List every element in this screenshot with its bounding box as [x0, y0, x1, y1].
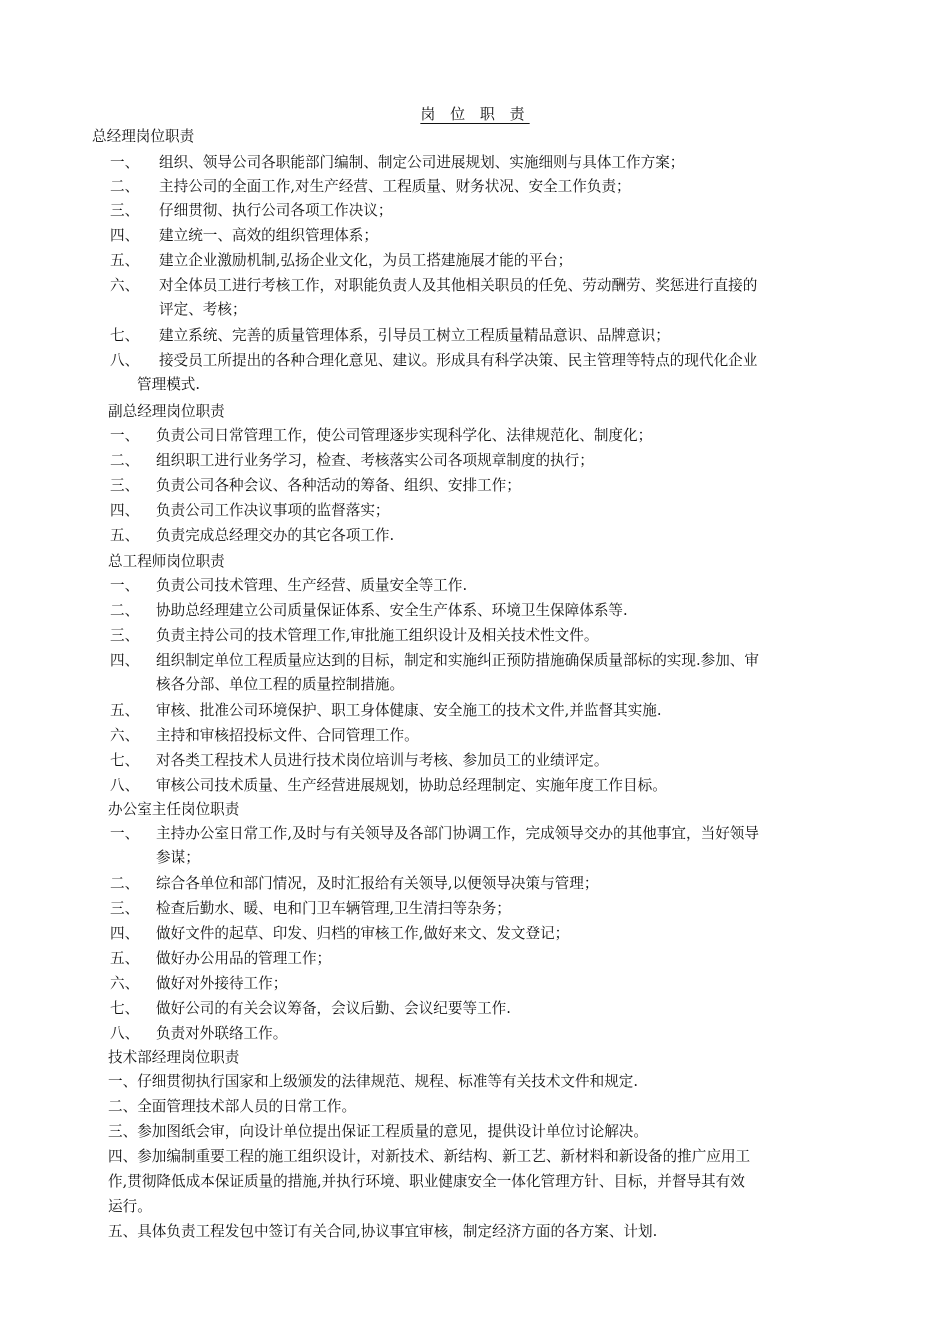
item-number: 七、 — [110, 327, 140, 344]
item-text: 负责主持公司的技术管理工作,审批施工组织设计及相关技术性文件。 — [156, 627, 599, 644]
item-number: 四、 — [110, 652, 140, 669]
page-title: 岗 位 职 责 — [420, 105, 530, 123]
item-text: 建立统一、高效的组织管理体系； — [159, 227, 378, 244]
item-number: 一、 — [110, 427, 140, 444]
item-number: 六、 — [110, 975, 140, 992]
item-text: 做好文件的起草、印发、归档的审核工作,做好来文、发文登记； — [156, 925, 570, 942]
paragraph-continued: 运行。 — [108, 1198, 152, 1215]
item-number: 二、 — [110, 452, 140, 469]
item-text: 主持公司的全面工作,对生产经营、工程质量、财务状况、安全工作负责； — [159, 178, 631, 195]
item-number: 五、 — [110, 252, 140, 269]
item-number: 二、 — [110, 602, 140, 619]
item-text: 组织制定单位工程质量应达到的目标，制定和实施纠正预防措施确保质量部标的实现.参加、审 — [156, 652, 759, 669]
item-text: 对全体员工进行考核工作，对职能负责人及其他相关职员的任免、劳动酬劳、奖惩进行直接的 — [159, 277, 758, 294]
item-text: 负责公司日常管理工作，使公司管理逐步实现科学化、法律规范化、制度化； — [156, 427, 653, 444]
item-number: 三、 — [110, 627, 140, 644]
section-heading: 技术部经理岗位职责 — [108, 1049, 240, 1066]
section-heading: 总经理岗位职责 — [92, 128, 195, 145]
item-number: 一、 — [110, 154, 140, 171]
item-text: 做好公司的有关会议筹备，会议后勤、会议纪要等工作. — [156, 1000, 511, 1017]
item-number: 一、 — [110, 825, 140, 842]
item-number: 八、 — [110, 1025, 140, 1042]
item-number: 三、 — [110, 202, 140, 219]
item-text: 主持办公室日常工作,及时与有关领导及各部门协调工作，完成领导交办的其他事宜，当好领导 — [156, 825, 759, 842]
item-text: 做好对外接待工作； — [156, 975, 288, 992]
item-number: 四、 — [110, 227, 140, 244]
item-text: 接受员工所提出的各种合理化意见、建议。形成具有科学决策、民主管理等特点的现代化企业 — [159, 352, 758, 369]
item-text: 检查后勤水、暖、电和门卫车辆管理,卫生清扫等杂务； — [156, 900, 511, 917]
paragraph: 一、仔细贯彻执行国家和上级颁发的法律规范、规程、标准等有关技术文件和规定. — [108, 1073, 639, 1090]
item-number: 七、 — [110, 1000, 140, 1017]
item-number: 二、 — [110, 178, 140, 195]
item-text: 主持和审核招投标文件、合同管理工作。 — [156, 727, 419, 744]
item-text-continued: 评定、考核； — [159, 301, 247, 318]
item-text: 审核、批准公司环境保护、职工身体健康、安全施工的技术文件,并监督其实施. — [156, 702, 662, 719]
item-text: 建立企业激励机制,弘扬企业文化，为员工搭建施展才能的平台； — [159, 252, 573, 269]
item-text: 对各类工程技术人员进行技术岗位培训与考核、参加员工的业绩评定。 — [156, 752, 609, 769]
item-number: 四、 — [110, 925, 140, 942]
item-text: 负责公司各种会议、各种活动的筹备、组织、安排工作； — [156, 477, 521, 494]
section-heading: 总工程师岗位职责 — [108, 553, 225, 570]
paragraph-continued: 作,贯彻降低成本保证质量的措施,并执行环境、职业健康安全一体化管理方针、目标，并督导其有效 — [108, 1173, 745, 1190]
item-text-continued: 核各分部、单位工程的质量控制措施。 — [156, 676, 405, 693]
item-text: 仔细贯彻、执行公司各项工作决议； — [159, 202, 393, 219]
item-text: 协助总经理建立公司质量保证体系、安全生产体系、环境卫生保障体系等. — [156, 602, 628, 619]
item-number: 六、 — [110, 277, 140, 294]
item-number: 五、 — [110, 527, 140, 544]
item-text: 负责完成总经理交办的其它各项工作. — [156, 527, 395, 544]
paragraph: 五、具体负责工程发包中签订有关合同,协议事宜审核，制定经济方面的各方案、计划. — [108, 1223, 658, 1240]
item-text: 综合各单位和部门情况，及时汇报给有关领导,以便领导决策与管理； — [156, 875, 599, 892]
item-number: 八、 — [110, 352, 140, 369]
item-text-continued: 管理模式. — [137, 376, 201, 393]
item-text: 组织、领导公司各职能部门编制、制定公司进展规划、实施细则与具体工作方案； — [159, 154, 685, 171]
item-text-continued: 参谋； — [156, 849, 200, 866]
item-text: 建立系统、完善的质量管理体系，引导员工树立工程质量精品意识、品牌意识； — [159, 327, 670, 344]
paragraph: 三、参加图纸会审，向设计单位提出保证工程质量的意见，提供设计单位讨论解决。 — [108, 1123, 648, 1140]
item-number: 二、 — [110, 875, 140, 892]
item-text: 负责对外联络工作。 — [156, 1025, 288, 1042]
item-text: 审核公司技术质量、生产经营进展规划，协助总经理制定、实施年度工作目标。 — [156, 777, 667, 794]
section-heading: 副总经理岗位职责 — [108, 403, 225, 420]
item-number: 八、 — [110, 777, 140, 794]
item-number: 六、 — [110, 727, 140, 744]
item-number: 七、 — [110, 752, 140, 769]
item-number: 一、 — [110, 577, 140, 594]
paragraph: 二、全面管理技术部人员的日常工作。 — [108, 1098, 357, 1115]
section-heading: 办公室主任岗位职责 — [108, 801, 240, 818]
item-number: 五、 — [110, 702, 140, 719]
item-number: 四、 — [110, 502, 140, 519]
paragraph: 四、参加编制重要工程的施工组织设计，对新技术、新结构、新工艺、新材料和新设备的推广应用工 — [108, 1148, 751, 1165]
item-number: 五、 — [110, 950, 140, 967]
item-text: 做好办公用品的管理工作； — [156, 950, 332, 967]
item-text: 组织职工进行业务学习，检查、考核落实公司各项规章制度的执行； — [156, 452, 594, 469]
item-text: 负责公司工作决议事项的监督落实； — [156, 502, 390, 519]
item-text: 负责公司技术管理、生产经营、质量安全等工作. — [156, 577, 468, 594]
item-number: 三、 — [110, 900, 140, 917]
item-number: 三、 — [110, 477, 140, 494]
